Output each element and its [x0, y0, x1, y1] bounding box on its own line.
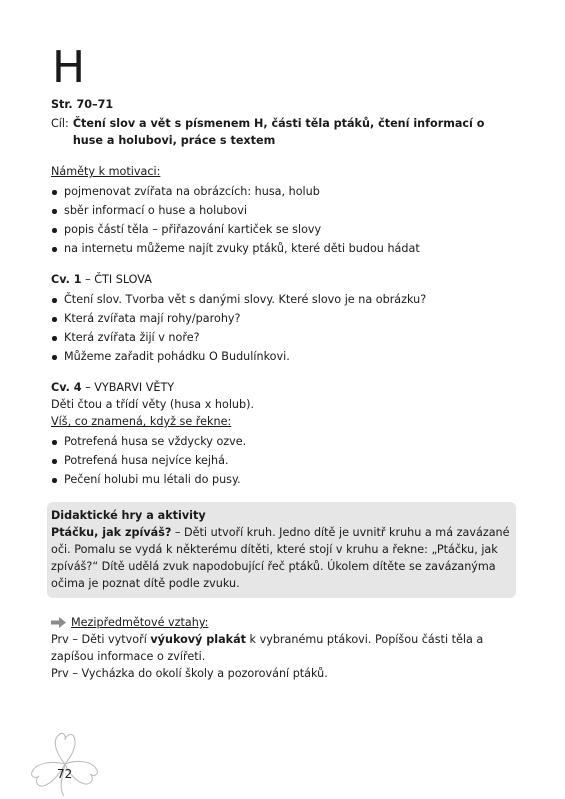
list-item: Potrefená husa se vždycky ozve.: [51, 433, 515, 450]
exercise-4-subtitle: Víš, co znamená, když se řekne:: [51, 415, 232, 428]
cross-curricular-section: [51, 614, 515, 682]
didactic-title: Didaktické hry a aktivity: [51, 509, 206, 522]
list-item: Potrefená husa nejvíce kejhá.: [51, 452, 515, 469]
cross-title: Mezipředmětové vztahy:: [71, 616, 209, 629]
chapter-letter: H: [52, 42, 86, 93]
page-content: [51, 44, 515, 682]
exercise-1-list: [51, 291, 515, 365]
list-item: Která zvířata žijí v noře?: [51, 329, 515, 346]
exercise-4-list: [51, 433, 515, 488]
cross-line-2: Prv – Vycházka do okolí školy a pozorování ptáků.: [51, 667, 328, 680]
list-item: Čtení slov. Tvorba vět s danými slovy. Které slovo je na obrázku?: [51, 291, 515, 308]
list-item: na internetu můžeme najít zvuky ptáků, které děti budou hádat: [51, 240, 515, 257]
goal-text: Čtení slov a vět s písmenem H, části těla ptáků, čtení informací o huse a holubovi, práce s textem: [72, 117, 485, 147]
page-number: 72: [57, 767, 73, 781]
game-name: Ptáčku, jak zpíváš?: [51, 526, 172, 539]
motivation-list: [51, 183, 515, 257]
cross-line-1-post: k vybranému ptákovi. Popíšou části těla a zapíšou informace o zvířeti.: [51, 633, 484, 663]
didactic-games-box: [47, 502, 516, 598]
didactic-game: [51, 524, 512, 592]
cross-line-1-pre: Prv – Děti vytvoří: [51, 633, 151, 646]
exercise-4-section: [51, 379, 515, 488]
game-text: – Děti utvoří kruh. Jedno dítě je uvnitř kruhu a má zavázané oči. Pomalu se vydá k některému dítěti, které stojí v kruhu a řekne: „Ptáčku, jak zpíváš?“ Dítě udělá zvuk napodobující řeč ptáků. Úkolem dítěte se zavázanýma očima je poznat dítě podle zvuku.: [51, 526, 510, 590]
list-item: popis částí těla – přiřazování kartiček se slovy: [51, 221, 515, 238]
exercise-4-title: – VYBARVI VĚTY: [81, 381, 175, 394]
motivation-section: [51, 163, 515, 257]
goal-label: Cíl:: [51, 117, 69, 130]
motivation-title: Náměty k motivaci:: [51, 165, 161, 178]
list-item: pojmenovat zvířata na obrázcích: husa, holub: [51, 183, 515, 200]
four-leaf-flower-icon: [28, 730, 102, 799]
exercise-1-title: – ČTI SLOVA: [81, 273, 152, 286]
list-item: Pečení holubi mu létali do pusy.: [51, 471, 515, 488]
list-item: Která zvířata mají rohy/parohy?: [51, 310, 515, 327]
goal: [51, 115, 515, 149]
cross-heading: [51, 614, 515, 631]
exercise-1-number: Cv. 1: [51, 273, 82, 286]
exercise-4-number: Cv. 4: [51, 381, 82, 394]
exercise-4-heading: [51, 379, 515, 396]
cross-line-1-bold: výukový plakát: [150, 633, 246, 646]
exercise-4-intro: Děti čtou a třídí věty (husa x holub).: [51, 398, 255, 411]
exercise-1-heading: [51, 271, 515, 288]
exercise-1-section: [51, 271, 515, 365]
cross-line-1: [51, 631, 515, 665]
list-item: Můžeme zařadit pohádku O Budulínkovi.: [51, 348, 515, 365]
list-item: sběr informací o huse a holubovi: [51, 202, 515, 219]
pages-reference: Str. 70–71: [51, 98, 114, 111]
arrow-right-icon: [51, 617, 66, 628]
